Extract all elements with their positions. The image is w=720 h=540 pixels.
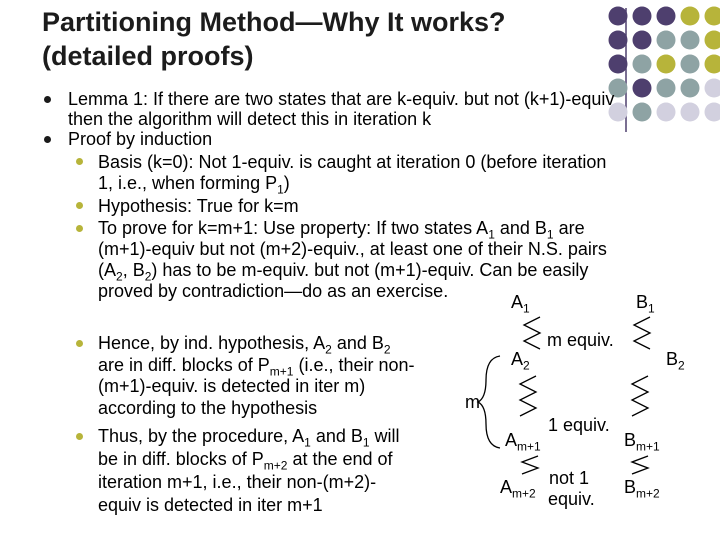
label-b1: $B_1$: [636, 292, 655, 316]
prove-line-4: proved by contradiction—do as an exercise.: [98, 281, 449, 301]
zigzag-b-bottom: [632, 456, 648, 474]
label-1-equiv: 1 equiv.: [548, 415, 610, 435]
thus-line-3: iteration m+1, i.e., their non-(m+2)-: [98, 472, 377, 492]
prove-line-2: (m+1)-equiv but not (m+2)-equiv., at least one of their N.S. pairs: [98, 239, 607, 259]
zigzag-a-top: [524, 317, 540, 349]
basis-line-1: Basis (k=0): Not 1-equiv. is caught at iteration 0 (before iteration: [98, 152, 607, 172]
prove-line-1: To prove for k=m+1: Use property: If two states $A_1$ and $B_1$ are: [98, 218, 585, 242]
hence-line-2: are in diff. blocks of $P_{m+1}$ (i.e., their non-: [98, 355, 415, 379]
label-bm1: $B_{m+1}$: [624, 430, 660, 454]
hence-line-1: Hence, by ind. hypothesis, $A_2$ and $B_2$: [98, 333, 391, 357]
label-b2: $B_2$: [666, 349, 685, 373]
proof-line: Proof by induction: [68, 129, 213, 149]
label-a1: $A_1$: [511, 292, 530, 316]
hypothesis-line: Hypothesis: True for k=m: [98, 196, 299, 216]
label-a2: $A_2$: [511, 349, 530, 373]
label-bm2: $B_{m+2}$: [624, 477, 660, 501]
zigzag-b-top: [634, 317, 650, 349]
prove-line-3: ($A_2$, $B_2$) has to be m-equiv. but not (m+1)-equiv. Can be easily: [98, 260, 589, 284]
label-m: m: [465, 392, 480, 412]
zigzag-a-bottom: [522, 456, 538, 474]
m-brace: [478, 356, 500, 448]
lemma-line-1: Lemma 1: If there are two states that are k-equiv. but not (k+1)-equiv: [68, 89, 615, 109]
title-line-2: (detailed proofs): [42, 41, 254, 71]
thus-line-2: be in diff. blocks of $P_{m+2}$ at the end of: [98, 449, 393, 473]
hence-line-4: according to the hypothesis: [98, 398, 318, 418]
label-am2: $A_{m+2}$: [500, 477, 536, 501]
zigzag-b-mid: [632, 376, 648, 416]
lemma-line-2: then the algorithm will detect this in iteration k: [68, 109, 432, 129]
basis-line-2: 1, i.e., when forming $P_1$): [98, 173, 290, 197]
title-line-1: Partitioning Method—Why It works?: [42, 7, 506, 37]
thus-line-4: equiv is detected in iter m+1: [98, 495, 323, 515]
thus-line-1: Thus, by the procedure, $A_1$ and $B_1$ will: [98, 426, 400, 450]
label-equiv: equiv.: [548, 489, 595, 509]
zigzag-a-mid: [520, 376, 536, 416]
label-not-1: not 1: [549, 468, 590, 488]
label-m-equiv: m equiv.: [547, 330, 614, 350]
hence-line-3: (m+1)-equiv. is detected in iter m): [98, 376, 366, 396]
label-am1: $A_{m+1}$: [505, 430, 541, 454]
